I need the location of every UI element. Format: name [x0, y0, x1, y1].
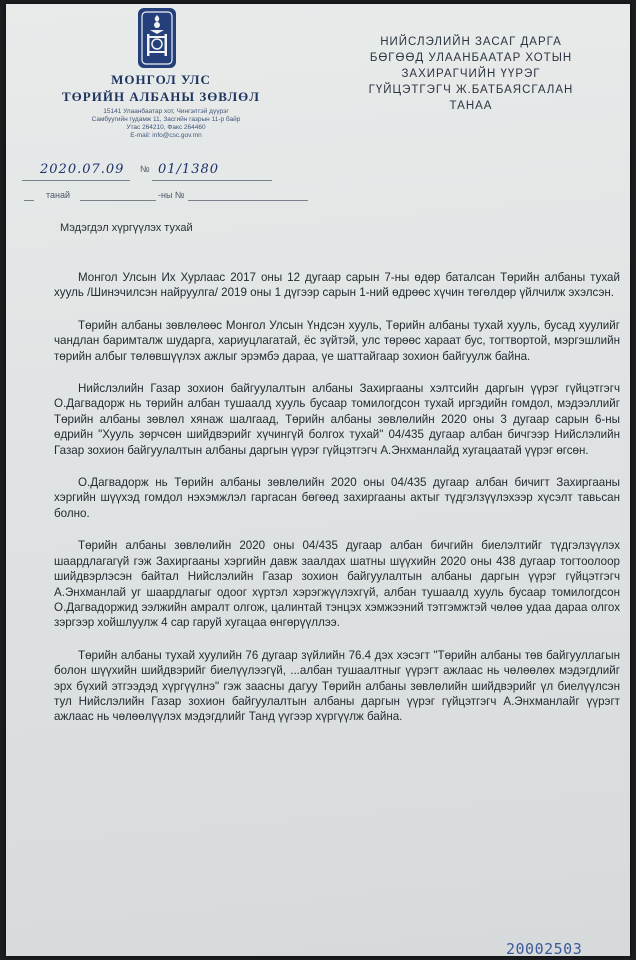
body-paragraph: Төрийн албаны зөвлөлөөс Монгол Улсын Үндсэн хууль, Төрийн албаны тухай хууль, бусад хуулийг чандлан баримталж шударга, хариуцлагатай, ёс зүйтэй, улс төрөөс хараат бус, тогтвортой, мэргэшлийн төрийн албыг төлөвшүүлэх ажлыг эрэмбэ дараа, үе шаттайгаар зохион байгуулж байна. — [54, 318, 620, 363]
number-label: № — [140, 164, 150, 174]
body-paragraph: Нийслэлийн Газар зохион байгуулалтын албаны Захиргааны хэлтсийн даргын үүрэг гүйцэтгэгч О.Дагвадорж нь төрийн албан тушаалд хууль бусаар томилогдсон тухай иргэдийн гомдол, мэдээллийг Төрийн албаны зөвлөл хянаж шалгаад, Төрийн албаны зөвлөлийн 2020 оны 3 дугаар сарын 6-ны өдрийн "Хууль зөрчсөн шийдвэрийг хүчингүй болгох тухай" 04/435 дугаар албан бичгээр Нийслэлийн Газар зохион байгуулалтын албаны даргын үүрэг гүйцэтгэгч А.Энхманлайд хугацаатай үүрэг өгсөн. — [54, 382, 620, 457]
reference-line — [24, 190, 314, 206]
address-line: 15141 Улаанбаатар хот, Чингэлтэй дүүрэг — [103, 108, 229, 115]
address-line: E-mail: info@csc.gov.mn — [130, 132, 202, 139]
document-stamp-number: 20002503 — [506, 940, 583, 956]
org-address — [56, 108, 276, 140]
date-number-line — [22, 162, 282, 182]
organization-name — [46, 72, 276, 105]
recipient-line: ГҮЙЦЭТГЭГЧ Ж.БАТБАЯСГАЛАН — [368, 84, 574, 96]
recipient-line: ТАНАА — [449, 100, 493, 112]
org-country: МОНГОЛ УЛС — [111, 72, 211, 87]
address-line: Утас 264210, Факс 264460 — [126, 124, 206, 131]
ref-right-underline — [188, 200, 308, 201]
recipient-line: НИЙСЛЭЛИЙН ЗАСАГ ДАРГА — [380, 36, 562, 48]
ref-right-label: -ны № — [158, 190, 185, 200]
letter-body — [54, 270, 620, 742]
body-paragraph: О.Дагвадорж нь Төрийн албаны зөвлөлийн 2020 оны 04/435 дугаар албан бичигт Захиргааны хэргийн шүүхэд гомдол нэхэмжлэл гаргасан бөгөөд захиргааны актыг түдгэлзүүлэхээр хүсэлт тавьсан болно. — [54, 476, 620, 520]
org-agency: ТӨРИЙН АЛБАНЫ ЗӨВЛӨЛ — [62, 89, 260, 104]
handwritten-date: 2020.07.09 — [40, 162, 125, 177]
address-line: Самбуугийн гудамж 11, Засгийн газрын 11-р байр — [91, 116, 241, 123]
recipient-line: ЗАХИРАГЧИЙН ҮҮРЭГ — [401, 68, 541, 80]
body-paragraph: Монгол Улсын Их Хурлаас 2017 оны 12 дугаар сарын 7-ны өдөр баталсан Төрийн албаны тухай хууль /Шинэчилсэн найруулга/ 2019 оны 1 дүгээр сарын 1-ний өдрөөс хүчин төгөлдөр үйлчилж эхэлсэн. — [54, 271, 620, 300]
number-underline — [152, 180, 272, 181]
date-underline — [22, 180, 130, 181]
recipient-line: БӨГӨӨД УЛААНБААТАР ХОТЫН — [369, 52, 573, 64]
body-paragraph: Төрийн албаны тухай хуулийн 76 дугаар зүйлийн 76.4 дэх хэсэгт "Төрийн албаны төв байгууллагын болон шүүхийн шийдвэрийг биелүүлээгүй, ...албан тушаалтныг үүрэгт ажлаас нь чөлөөлөх мэдэгдлийг эрх бүхий этгээдэд хүргүүлнэ" гэж заасны дагуу Төрийн албаны зөвлөлийн шийдвэрийг үл биелүүлсэн тул Нийслэлийн Газар зохион байгуулалтын албаны даргын үүрэг гүйцэтгэгч А.Энхманлайг үүрэгт ажлаас нь чөлөөлүүлэх мэдэгдлийг Танд үүгээр хүргүүлж байна. — [54, 648, 620, 724]
letter-page — [6, 4, 630, 956]
ref-left-underline — [80, 200, 156, 201]
ref-left-label: танай — [46, 190, 71, 200]
body-paragraph: Төрийн албаны зөвлөлийн 2020 оны 04/435 дугаар албан бичгийн биелэлтийг түдгэлзүүлэх шаардлагагүй гэж Захиргааны хэргийн давж заалдах шатны шүүхийн 2020 оны 438 дугаар тогтоолоор шийдвэрлэсэн байтал Нийслэлийн Газар зохион байгуулалтын албаны даргын үүрэг гүйцэтгэгч А.Энхманлай уг шаардлагыг одоог хүртэл хэрэгжүүлэхгүй, албан тушаалд хууль бусаар томилогдсон О.Дагвадоржид ээлжийн амралт олгож, цалинтай тэнцэх хэмжээний тэтгэмжтэй чөлөө удаа дараа олгох зэргээр хойшлуулж 4 сар гаруй хугацаа өнгөрүүллээ. — [54, 539, 620, 630]
handwritten-number: 01/1380 — [158, 162, 220, 177]
soyombo-emblem-icon — [134, 6, 180, 70]
ref-dash — [24, 200, 34, 201]
recipient-block — [326, 34, 616, 114]
letter-subject: Мэдэгдэл хүргүүлэх тухай — [60, 222, 193, 234]
